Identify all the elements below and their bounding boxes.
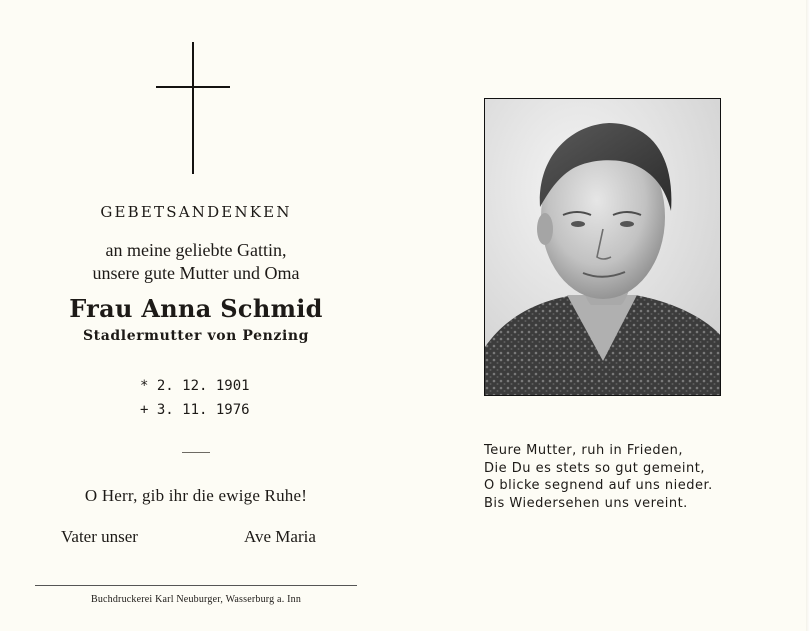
intro-line-2: unsere gute Mutter und Oma: [92, 263, 300, 283]
card-heading: GEBETSANDENKEN: [100, 203, 292, 221]
divider-rule: [182, 452, 210, 453]
intro-line-1: an meine geliebte Gattin,: [105, 240, 287, 260]
poem-line: O blicke segnend auf uns nieder.: [484, 478, 713, 493]
memorial-poem: [484, 442, 713, 512]
deceased-subtitle: Stadlermutter von Penzing: [82, 328, 310, 344]
deceased-name: Frau Anna Schmid: [69, 294, 323, 323]
prayer-line: O Herr, gib ihr die ewige Ruhe!: [84, 486, 308, 505]
poem-line: Die Du es stets so gut gemeint,: [484, 460, 705, 476]
cross-vertical-bar: [192, 42, 194, 174]
printer-credit: Buchdruckerei Karl Neuburger, Wasserburg a. Inn: [90, 594, 302, 605]
card-edge: [806, 0, 810, 631]
portrait-photo: [484, 98, 721, 396]
death-date: + 3. 11. 1976: [140, 402, 250, 418]
birth-date: * 2. 12. 1901: [140, 378, 250, 394]
footer-rule: [35, 585, 357, 586]
poem-line: Teure Mutter, ruh in Frieden,: [484, 443, 683, 458]
poem-line: Bis Wiedersehen uns vereint.: [484, 495, 688, 511]
prayer-hail-mary: Ave Maria: [244, 527, 316, 546]
prayer-our-father: Vater unser: [61, 527, 138, 546]
cross-horizontal-bar: [156, 86, 230, 88]
